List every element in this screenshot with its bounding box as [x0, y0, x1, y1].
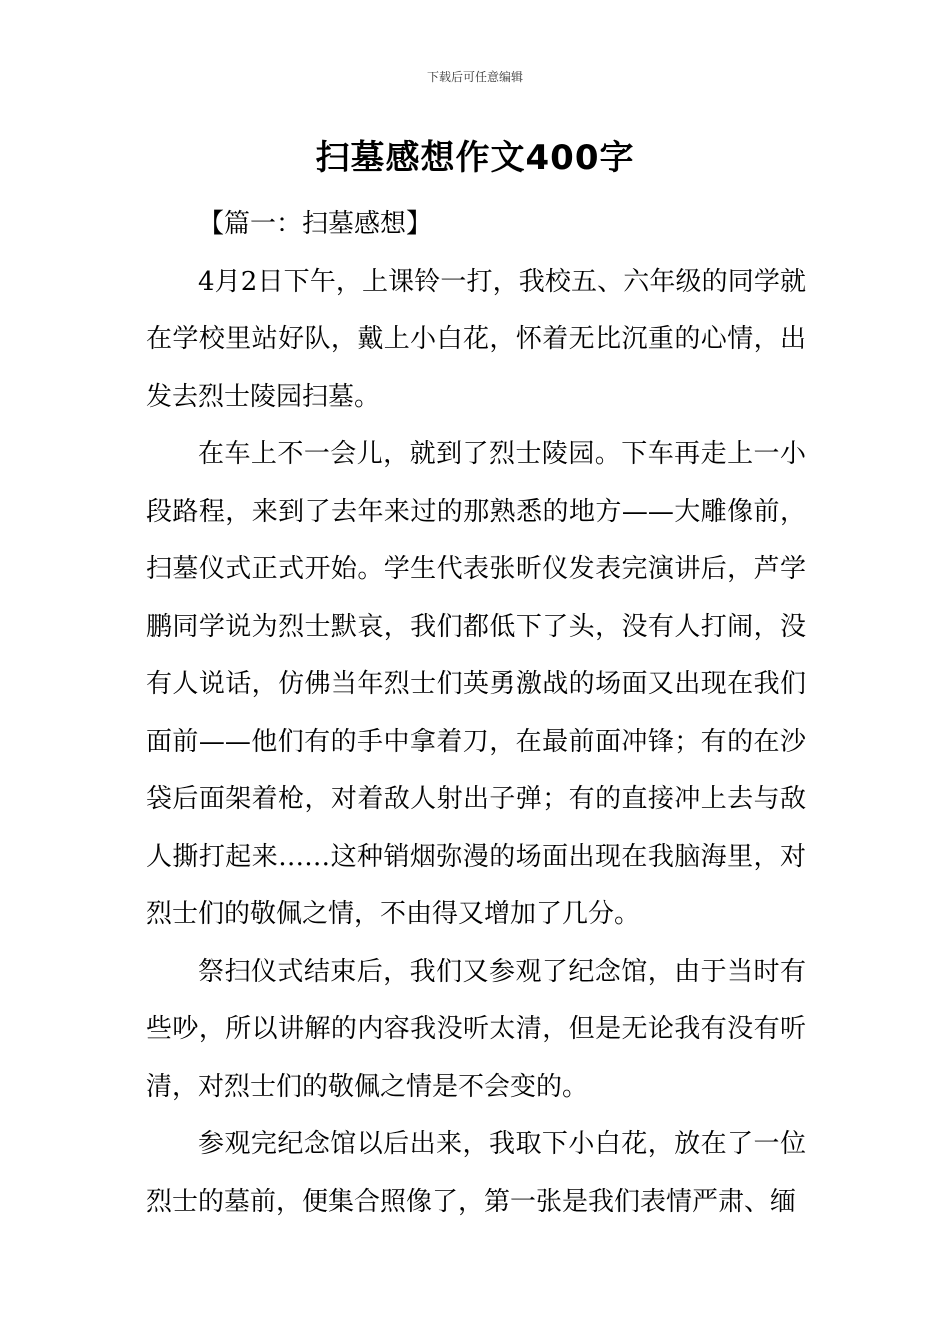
paragraph-2: 在车上不一会儿，就到了烈士陵园。下车再走上一小段路程，来到了去年来过的那熟悉的地方——大雕像前，扫墓仪式正式开始。学生代表张昕仪发表完演讲后，芦学鹏同学说为烈士默哀，我们都低下了头，没有人打闹，没有人说话，仿佛当年烈士们英勇激战的场面又出现在我们面前——他们有的手中拿着刀，在最前面冲锋；有的在沙袋后面架着枪，对着敌人射出子弹；有的直接冲上去与敌人撕打起来……这种销烟弥漫的场面出现在我脑海里，对烈士们的敬佩之情，不由得又增加了几分。	[146, 439, 806, 929]
paragraph-4: 参观完纪念馆以后出来，我取下小白花，放在了一位烈士的墓前，便集合照像了，第一张是我们表情严肃、缅	[146, 1129, 806, 1217]
section-heading: 【篇一：扫墓感想】	[198, 209, 433, 239]
document-body	[146, 196, 806, 1231]
paragraph-3: 祭扫仪式结束后，我们又参观了纪念馆，由于当时有些吵，所以讲解的内容我没听太清，但是无论我有没有听清，对烈士们的敬佩之情是不会变的。	[146, 956, 806, 1102]
paragraph-1: 4月2日下午，上课铃一打，我校五、六年级的同学就在学校里站好队，戴上小白花，怀着无比沉重的心情，出发去烈士陵园扫墓。	[146, 266, 806, 412]
document-title: 扫墓感想作文400字	[315, 138, 635, 178]
header-note: 下载后可任意编辑	[426, 70, 523, 84]
